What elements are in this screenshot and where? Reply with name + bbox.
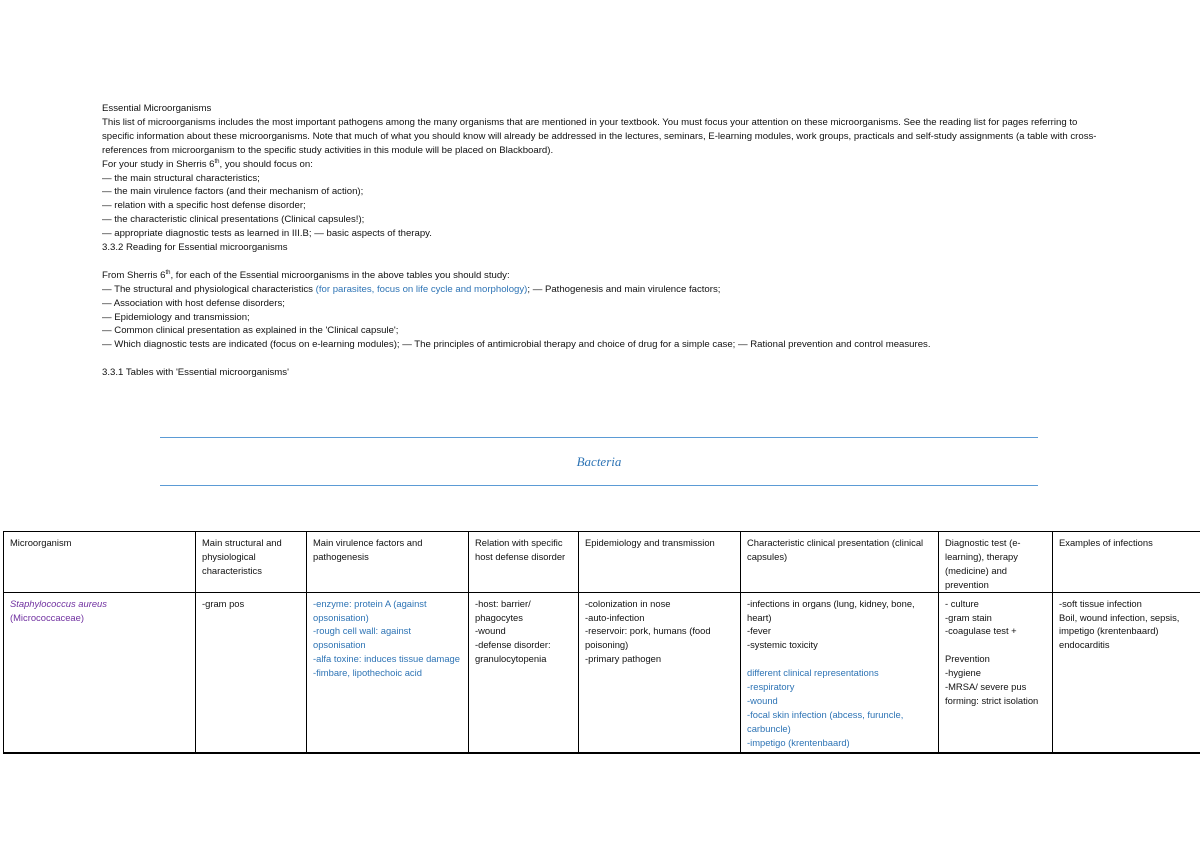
- organism-name: Staphylococcus aureus: [10, 597, 107, 609]
- cell-line: -focal skin infection (abcess, furuncle, carbuncle): [747, 708, 904, 734]
- study-item-text: ; — Pathogenesis and main virulence factors;: [527, 283, 721, 295]
- study-item: — Association with host defense disorders;: [102, 297, 285, 309]
- header-epidemiology: Epidemiology and transmission: [579, 532, 741, 593]
- cell-line: - culture: [945, 597, 979, 609]
- cell-line: -hygiene: [945, 667, 981, 679]
- study-item-text: — The structural and physiological characteristics: [102, 283, 316, 295]
- study-item: — Common clinical presentation as explained in the 'Clinical capsule';: [102, 325, 399, 337]
- cell-line: -alfa toxine: induces tissue damage: [313, 653, 460, 665]
- cell-line: -wound: [475, 625, 506, 637]
- focus-item: — the main structural characteristics;: [102, 172, 260, 184]
- header-examples: Examples of infections: [1053, 532, 1200, 593]
- cell-line: -systemic toxicity: [747, 639, 818, 651]
- table-row: [4, 592, 1200, 752]
- focus-item: — relation with a specific host defense disorder;: [102, 200, 306, 212]
- cell-line: different clinical representations: [747, 667, 879, 679]
- bacteria-top-rule: [160, 437, 1038, 438]
- microorganism-table: [3, 531, 1200, 754]
- cell-line: -defense disorder: granulocytopenia: [475, 639, 551, 665]
- cell-line: -gram pos: [202, 597, 245, 609]
- header-host-defense: Relation with specific host defense disorder: [469, 532, 579, 593]
- cell-epidemiology: [579, 592, 741, 752]
- cell-spacer: [747, 652, 933, 666]
- intro-section: [102, 102, 1102, 380]
- header-structural: Main structural and physiological characteristics: [196, 532, 307, 593]
- study-suffix: , for each of the Essential microorganisms in the above tables you should study:: [170, 269, 510, 281]
- study-item-structural: [102, 283, 1102, 297]
- cell-line: -reservoir: pork, humans (food poisoning): [585, 625, 711, 651]
- cell-line: -gram stain: [945, 611, 992, 623]
- cell-line: -colonization in nose: [585, 597, 671, 609]
- cell-line: -soft tissue infection: [1059, 597, 1142, 609]
- study-prefix: From Sherris 6: [102, 269, 166, 281]
- study-sup: th: [165, 269, 171, 276]
- cell-line: -wound: [747, 694, 778, 706]
- section-heading-331: 3.3.1 Tables with 'Essential microorganisms': [102, 367, 289, 379]
- cell-line: -host: barrier/ phagocytes: [475, 597, 531, 623]
- cell-diagnostic: [939, 592, 1053, 752]
- focus-suffix: , you should focus on:: [219, 158, 313, 170]
- cell-line: -fever: [747, 625, 771, 637]
- cell-microorganism: [4, 592, 196, 752]
- focus-sup: th: [214, 158, 220, 165]
- intro-paragraph: This list of microorganisms includes the most important pathogens among the many organisms that are mentioned in your textbook. You must focus your attention on these microorganisms. See the reading list for pages referring to specific information about these microorganisms. Note that much of what you should know will already be addressed in the lectures, seminars, E-learning modules, work groups, practicals and self-study assignments (a table with cross-references from microorganism to the specific study activities in this module will be placed on Blackboard).: [102, 116, 1097, 156]
- cell-line: -MRSA/ severe pus forming: strict isolation: [945, 681, 1039, 706]
- cell-line: -fimbare, lipothechoic acid: [313, 667, 422, 679]
- cell-examples: [1053, 592, 1200, 752]
- cell-line: -coagulase test +: [945, 625, 1017, 637]
- cell-line: -impetigo (krentenbaard): [747, 736, 850, 748]
- header-diagnostic: Diagnostic test (e-learning), therapy (medicine) and prevention: [939, 532, 1053, 593]
- bacteria-heading: Bacteria: [576, 454, 622, 469]
- cell-line: Boil, wound infection, sepsis, impetigo (krentenbaard) endocarditis: [1059, 611, 1180, 651]
- focus-item: — the main virulence factors (and their mechanism of action);: [102, 186, 364, 198]
- organism-family: (Micrococcaceae): [10, 611, 84, 623]
- cell-line: -enzyme: protein A (against opsonisation): [313, 597, 427, 623]
- focus-prefix: For your study in Sherris 6: [102, 158, 215, 170]
- cell-line: -rough cell wall: against opsonisation: [313, 625, 411, 651]
- focus-line: [102, 158, 1102, 172]
- study-item: — Epidemiology and transmission;: [102, 311, 250, 323]
- intro-heading: Essential Microorganisms: [102, 103, 212, 114]
- cell-spacer: [945, 638, 1047, 652]
- header-microorganism: Microorganism: [4, 532, 196, 593]
- parasite-note: (for parasites, focus on life cycle and morphology): [315, 283, 528, 295]
- cell-line: Prevention: [945, 653, 990, 665]
- cell-line: -infections in organs (lung, kidney, bone, heart): [747, 597, 915, 623]
- focus-item: — the characteristic clinical presentations (Clinical capsules!);: [102, 214, 365, 226]
- cell-line: -primary pathogen: [585, 653, 662, 665]
- study-item: — Which diagnostic tests are indicated (focus on e-learning modules); — The principles of antimicrobial therapy and choice of drug for a simple case; — Rational prevention and control measures.: [102, 339, 931, 351]
- focus-item: — appropriate diagnostic tests as learned in III.B; — basic aspects of therapy.: [102, 228, 432, 240]
- cell-line: -respiratory: [747, 681, 795, 693]
- cell-line: -auto-infection: [585, 611, 645, 623]
- cell-clinical: [741, 592, 939, 752]
- bacteria-bottom-rule: [160, 485, 1038, 486]
- table-header-row: [4, 532, 1200, 593]
- header-clinical: Characteristic clinical presentation (clinical capsules): [741, 532, 939, 593]
- section-heading-332: 3.3.2 Reading for Essential microorganisms: [102, 242, 288, 254]
- header-virulence: Main virulence factors and pathogenesis: [307, 532, 469, 593]
- cell-host-defense: [469, 592, 579, 752]
- study-line: [102, 269, 1102, 283]
- cell-structural: [196, 592, 307, 752]
- cell-virulence: [307, 592, 469, 752]
